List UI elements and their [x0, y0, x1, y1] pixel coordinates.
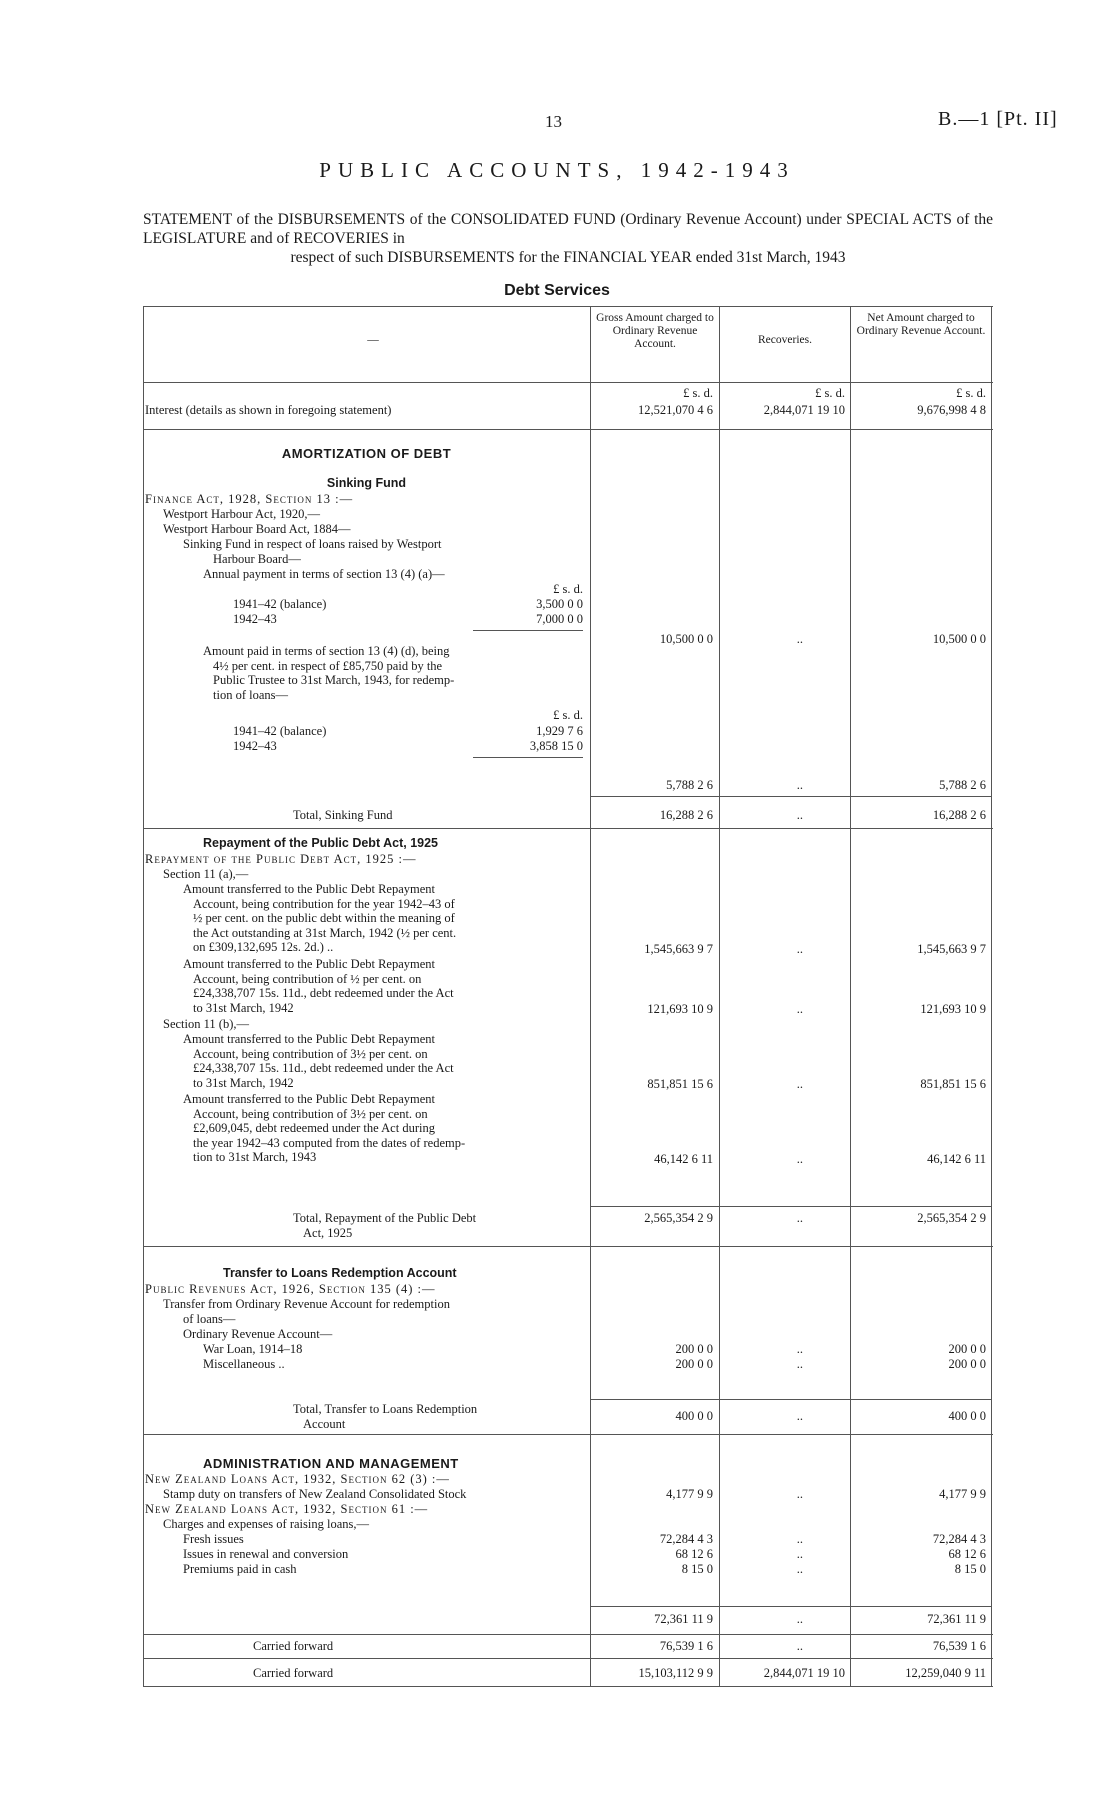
section-11b: Section 11 (b),— [163, 1017, 249, 1031]
renewal-gross: 68 12 6 [675, 1547, 713, 1561]
sinking-total-label: Total, Sinking Fund [293, 808, 393, 822]
sub-a-value-1: 3,500 0 0 [536, 597, 583, 611]
sub-a-value-2: 7,000 0 0 [536, 612, 583, 626]
amount-paid-line-3: Public Trustee to 31st March, 1943, for redemp- [213, 673, 455, 687]
stamp-duty-label: Stamp duty on transfers of New Zealand Consolidated Stock [163, 1487, 467, 1501]
admin-act-2: New Zealand Loans Act, 1932, Section 61 :— [145, 1502, 429, 1516]
rule-transfer-subtotal [590, 1399, 991, 1400]
carried-forward-1-recoveries: .. [796, 1639, 803, 1653]
repay-item-3-line-3: £24,338,707 15s. 11d., debt redeemed under the Act [193, 1061, 454, 1075]
sinking-fund-line: Sinking Fund in respect of loans raised by Westport [183, 537, 442, 551]
sub-a-net: 10,500 0 0 [932, 632, 986, 646]
gross-column-header: Gross Amount charged to Ordinary Revenue Account. [596, 312, 714, 350]
transfer-total-label-2: Account [303, 1416, 346, 1431]
renewal-label: Issues in renewal and conversion [183, 1547, 349, 1561]
repay-item-3-gross: 851,851 15 6 [647, 1077, 713, 1091]
rule-sinking-total [143, 828, 993, 829]
repay-item-1-line-4: the Act outstanding at 31st March, 1942 (½ per cent. [193, 925, 457, 940]
admin-subtotal-gross: 72,361 11 9 [654, 1612, 713, 1626]
sub-b-rule [473, 757, 583, 758]
repay-item-4-line-5: tion to 31st March, 1943 [193, 1150, 317, 1164]
recoveries-unit: £ s. d. [815, 386, 845, 400]
recoveries-column-header: Recoveries. [758, 334, 812, 346]
repay-item-4-gross: 46,142 6 11 [654, 1152, 713, 1166]
repay-total-net: 2,565,354 2 9 [917, 1211, 986, 1225]
repay-total-recoveries: .. [796, 1211, 803, 1225]
carried-forward-2-net: 12,259,040 9 11 [905, 1666, 986, 1680]
repay-item-3-line-1: Amount transferred to the Public Debt Repayment [183, 1032, 436, 1046]
rule-col1 [590, 306, 591, 1686]
sinking-total-recoveries: .. [796, 808, 803, 822]
desc-column-header: — [367, 334, 379, 346]
rule-header-bottom [143, 382, 993, 383]
statement-heading [143, 210, 993, 267]
amount-paid-line-2: 4½ per cent. in respect of £85,750 paid by the [213, 658, 443, 673]
repay-item-3-line-2: Account, being contribution of 3½ per cent. on [193, 1046, 428, 1061]
stamp-duty-gross: 4,177 9 9 [666, 1487, 713, 1501]
sub-a-rule [473, 630, 583, 631]
war-loan-net: 200 0 0 [948, 1342, 986, 1356]
interest-gross: 12,521,070 4 6 [638, 403, 713, 417]
sub-unit-a: £ s. d. [553, 582, 583, 596]
fresh-issues-net: 72,284 4 3 [932, 1532, 986, 1546]
net-unit: £ s. d. [956, 386, 986, 400]
misc-label: Miscellaneous .. [203, 1357, 285, 1371]
annual-payment-line: Annual payment in terms of section 13 (4) (a)— [203, 567, 445, 581]
amount-paid-line-1: Amount paid in terms of section 13 (4) (d), being [203, 644, 450, 658]
statement-line-2: respect of such DISBURSEMENTS for the FINANCIAL YEAR ended 31st March, 1943 [290, 249, 846, 266]
repay-item-2-line-4: to 31st March, 1942 [193, 1000, 294, 1015]
transfer-total-recoveries: .. [796, 1409, 803, 1423]
sub-b-label-1: 1941–42 (balance) [233, 724, 327, 738]
repay-item-4-net: 46,142 6 11 [927, 1152, 986, 1166]
carried-forward-2-recoveries: 2,844,071 19 10 [763, 1666, 845, 1680]
rule-col2 [719, 306, 720, 1686]
repay-item-4-line-1: Amount transferred to the Public Debt Repayment [183, 1092, 436, 1106]
repay-item-1-line-3: ½ per cent. on the public debt within the meaning of [193, 911, 455, 925]
repay-total-label-1: Total, Repayment of the Public Debt [293, 1211, 477, 1225]
section-title: Debt Services [504, 282, 610, 299]
sub-b-value-2: 3,858 15 0 [529, 739, 583, 753]
premiums-recoveries: .. [796, 1562, 803, 1576]
harbour-board-line: Harbour Board— [213, 552, 301, 566]
interest-label [145, 403, 585, 418]
fresh-issues-recoveries: .. [796, 1532, 803, 1546]
premiums-gross: 8 15 0 [681, 1562, 713, 1576]
transfer-line-3: Ordinary Revenue Account— [183, 1327, 333, 1341]
amount-paid-line-4: tion of loans— [213, 687, 288, 702]
premiums-label: Premiums paid in cash [183, 1562, 297, 1576]
premiums-net: 8 15 0 [954, 1562, 986, 1576]
repay-item-2-recoveries: .. [796, 1002, 803, 1016]
repay-item-2-net: 121,693 10 9 [920, 1002, 986, 1016]
war-loan-recoveries: .. [796, 1342, 803, 1356]
rule-top [143, 306, 993, 307]
repay-total-gross: 2,565,354 2 9 [644, 1211, 713, 1225]
carried-forward-1-net: 76,539 1 6 [932, 1639, 986, 1653]
sub-b-label-2: 1942–43 [233, 739, 277, 753]
page-number: 13 [545, 112, 562, 131]
rule-right [991, 306, 992, 1686]
carried-forward-1-label: Carried forward [253, 1639, 334, 1653]
fresh-issues-label: Fresh issues [183, 1532, 244, 1546]
repay-total-label-2: Act, 1925 [303, 1225, 353, 1240]
repay-total-label [293, 1211, 583, 1240]
repay-item-2-line-3: £24,338,707 15s. 11d., debt redeemed under the Act [193, 986, 454, 1000]
rule-carried-1 [143, 1658, 993, 1659]
interest-text: Interest (details as shown in foregoing statement) [145, 403, 392, 417]
rule-repay-subtotal [590, 1206, 991, 1207]
rule-admin-subtotal [590, 1606, 991, 1607]
rule-repay-total [143, 1246, 993, 1247]
interest-recoveries: 2,844,071 19 10 [763, 403, 845, 417]
sub-b-net: 5,788 2 6 [939, 778, 986, 792]
sinking-total-net: 16,288 2 6 [932, 808, 986, 822]
sub-b-value-1: 1,929 7 6 [536, 724, 583, 738]
sinking-total-gross: 16,288 2 6 [659, 808, 713, 822]
sub-unit-b: £ s. d. [553, 708, 583, 722]
rule-transfer-total [143, 1434, 993, 1435]
rule-col3 [850, 306, 851, 1686]
repay-item-2-line-2: Account, being contribution of ½ per cent. on [193, 971, 422, 986]
war-loan-gross: 200 0 0 [675, 1342, 713, 1356]
transfer-total-gross: 400 0 0 [675, 1409, 713, 1423]
sub-a-gross: 10,500 0 0 [659, 632, 713, 646]
repay-item-2-gross: 121,693 10 9 [647, 1002, 713, 1016]
westport-board-line: Westport Harbour Board Act, 1884— [163, 522, 351, 536]
rule-bottom [143, 1686, 993, 1687]
repay-item-1-net: 1,545,663 9 7 [917, 942, 986, 956]
misc-gross: 200 0 0 [675, 1357, 713, 1371]
admin-subtotal-recoveries: .. [796, 1612, 803, 1626]
disbursements-table [143, 306, 993, 1686]
fresh-issues-gross: 72,284 4 3 [659, 1532, 713, 1546]
rule-interest [143, 429, 993, 430]
stamp-duty-recoveries: .. [796, 1487, 803, 1501]
repay-item-2-line-1: Amount transferred to the Public Debt Repayment [183, 957, 436, 971]
net-column-header: Net Amount charged to Ordinary Revenue Account. [856, 312, 986, 337]
sub-a-recoveries: .. [796, 632, 803, 646]
repay-item-4-recoveries: .. [796, 1152, 803, 1166]
carried-forward-2-gross: 15,103,112 9 9 [638, 1666, 713, 1680]
repayment-act-line: Repayment of the Public Debt Act, 1925 :— [145, 852, 417, 866]
carried-forward-2-label: Carried forward [253, 1666, 334, 1680]
repay-item-2 [183, 957, 583, 1015]
repay-item-4-line-3: £2,609,045, debt redeemed under the Act during [193, 1121, 435, 1135]
repay-item-4 [183, 1092, 583, 1165]
transfer-total-label [293, 1402, 583, 1431]
gross-unit: £ s. d. [683, 386, 713, 400]
sub-a-label-2: 1942–43 [233, 612, 277, 626]
admin-act-1: New Zealand Loans Act, 1932, Section 62 (3) :— [145, 1472, 450, 1486]
transfer-heading: Transfer to Loans Redemption Account [223, 1266, 457, 1280]
transfer-total-net: 400 0 0 [948, 1409, 986, 1423]
rule-left [143, 306, 144, 1686]
repayment-heading: Repayment of the Public Debt Act, 1925 [203, 836, 439, 850]
repay-item-3-recoveries: .. [796, 1077, 803, 1091]
rule-admin-total [143, 1634, 993, 1635]
stamp-duty-net: 4,177 9 9 [939, 1487, 986, 1501]
repay-item-4-line-2: Account, being contribution of 3½ per cent. on [193, 1106, 428, 1121]
repay-item-1-line-2: Account, being contribution for the year 1942–43 of [193, 896, 455, 911]
repay-item-1-line-5: on £309,132,695 12s. 2d.) .. [193, 940, 334, 954]
repay-item-3-net: 851,851 15 6 [920, 1077, 986, 1091]
war-loan-label: War Loan, 1914–18 [203, 1342, 303, 1356]
page-reference: B.—1 [Pt. II] [938, 108, 1058, 130]
westport-act-line: Westport Harbour Act, 1920,— [163, 507, 320, 521]
misc-net: 200 0 0 [948, 1357, 986, 1371]
repay-item-1-recoveries: .. [796, 942, 803, 956]
section-11a: Section 11 (a),— [163, 867, 249, 881]
renewal-recoveries: .. [796, 1547, 803, 1561]
rule-sinking-subtotal [590, 796, 991, 797]
transfer-line-1: Transfer from Ordinary Revenue Account for redemption [163, 1297, 450, 1311]
transfer-act-line: Public Revenues Act, 1926, Section 135 (4) :— [145, 1282, 436, 1296]
repay-item-3-line-4: to 31st March, 1942 [193, 1075, 294, 1090]
misc-recoveries: .. [796, 1357, 803, 1371]
repay-item-1 [183, 882, 583, 955]
sub-b-recoveries: .. [796, 778, 803, 792]
admin-heading: ADMINISTRATION AND MANAGEMENT [203, 1456, 459, 1471]
carried-forward-1-gross: 76,539 1 6 [659, 1639, 713, 1653]
sub-a-label-1: 1941–42 (balance) [233, 597, 327, 611]
sinking-fund-heading: Sinking Fund [326, 476, 407, 490]
admin-subtotal-net: 72,361 11 9 [927, 1612, 986, 1626]
finance-act-line: Finance Act, 1928, Section 13 :— [145, 492, 354, 506]
transfer-total-label-1: Total, Transfer to Loans Redemption [293, 1402, 478, 1416]
amortization-heading: AMORTIZATION OF DEBT [281, 446, 452, 461]
page-title: PUBLIC ACCOUNTS, 1942-1943 [319, 158, 795, 182]
charges-label: Charges and expenses of raising loans,— [163, 1517, 369, 1531]
sub-b-gross: 5,788 2 6 [666, 778, 713, 792]
renewal-net: 68 12 6 [948, 1547, 986, 1561]
statement-line-1: STATEMENT of the DISBURSEMENTS of the CONSOLIDATED FUND (Ordinary Revenue Account) under SPECIAL ACTS of the LEGISLATURE and of RECOVERIES in [143, 211, 993, 247]
repay-item-4-line-4: the year 1942–43 computed from the dates of redemp- [193, 1135, 466, 1150]
interest-net: 9,676,998 4 8 [917, 403, 986, 417]
transfer-line-2: of loans— [183, 1312, 236, 1326]
repay-item-1-line-1: Amount transferred to the Public Debt Repayment [183, 882, 436, 896]
repay-item-1-gross: 1,545,663 9 7 [644, 942, 713, 956]
amount-paid-block [203, 644, 588, 702]
repay-item-3 [183, 1032, 583, 1090]
